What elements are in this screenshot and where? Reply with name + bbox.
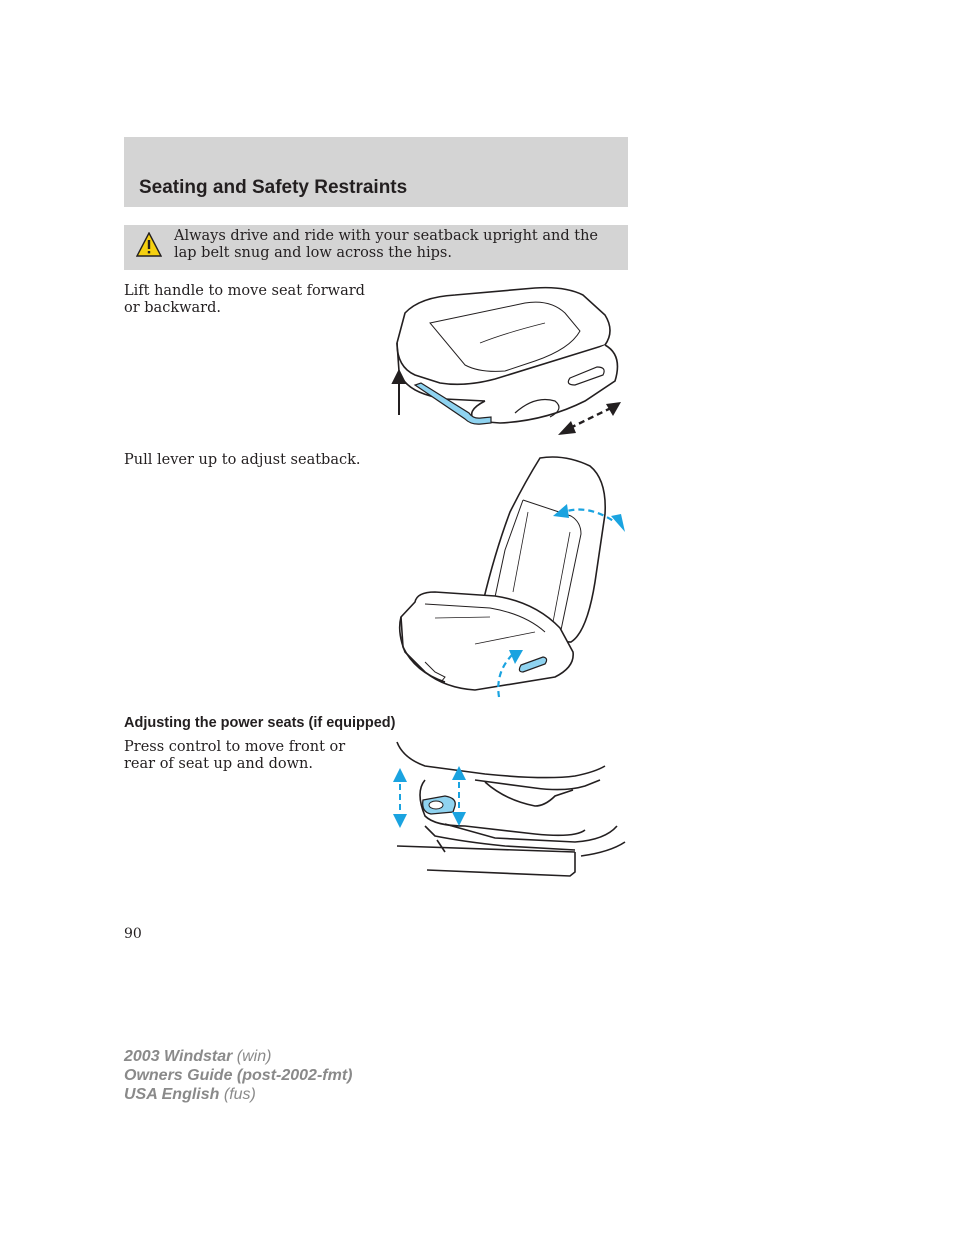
front-up-down-arrow-icon xyxy=(393,768,407,828)
warning-box xyxy=(124,225,628,270)
footer-model: 2003 Windstar xyxy=(124,1048,233,1065)
seat-track-instruction: Lift handle to move seat forward or backward. xyxy=(124,283,365,316)
footer-model-code: (win) xyxy=(236,1048,272,1065)
page-number: 90 xyxy=(124,926,142,942)
recliner-illustration xyxy=(395,452,630,702)
section-header-band xyxy=(124,137,628,207)
recliner-instruction: Pull lever up to adjust seatback. xyxy=(124,452,361,468)
footer-language-code: (fus) xyxy=(223,1086,256,1103)
warning-triangle-icon xyxy=(136,232,162,258)
power-seat-control-illustration xyxy=(385,740,630,880)
rear-up-down-arrow-icon xyxy=(452,766,466,826)
section-title: Seating and Safety Restraints xyxy=(139,177,408,198)
up-arrow-icon xyxy=(393,371,405,415)
footer-guide: Owners Guide (post-2002-fmt) xyxy=(124,1067,353,1084)
document-footer xyxy=(124,1047,352,1104)
warning-text: Always drive and ride with your seatback upright and the lap belt snug and low across the hips. xyxy=(174,228,598,261)
seat-track-illustration xyxy=(385,283,630,443)
footer-language: USA English xyxy=(124,1086,220,1103)
power-seats-heading: Adjusting the power seats (if equipped) xyxy=(124,715,396,731)
power-seats-instruction: Press control to move front or rear of seat up and down. xyxy=(124,739,346,772)
